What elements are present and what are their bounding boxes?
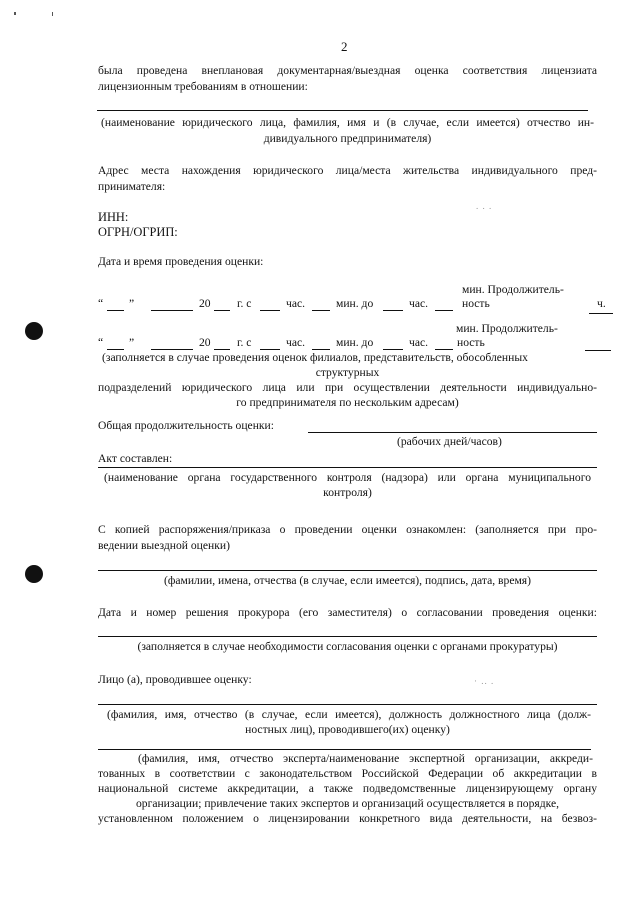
names-caption: (фамилии, имена, отчества (в случае, если имеется), подпись, дата, время) [163,574,531,587]
hours-label: час. [286,297,306,310]
punch-hole-bottom [25,565,43,583]
duration-label-top-2: мин. Продолжитель- [456,322,558,335]
expert-caption-line-5: установленном положением о лицензировании конкретного вида деятельности, на безвоз- [98,812,597,825]
official-caption-line-2: ностных лиц), проводившего(их) оценку) [245,723,450,736]
minute-to-blank-2 [435,349,453,350]
scan-speck [52,12,53,16]
duration-blank [589,313,613,314]
address-line-1: Адрес места нахождения юридического лица/места жительства индивидуального пред- [98,164,597,177]
punch-hole-top [25,322,43,340]
act-caption-line-1: (наименование органа государственного контроля (надзора) или органа муниципального [104,471,591,484]
year-blank-2 [214,349,230,350]
intro-line-2: лицензионным требованиям в отношении: [98,80,308,93]
hours-unit: ч. [597,297,606,310]
expert-caption-line-2: тованных в соответствии с законодательством Российской Федерации об аккредитации в [98,767,597,780]
hour-to-blank-2 [383,349,403,350]
expert-underline [98,749,591,750]
persons-underline [98,704,597,705]
quote-close-2: ” [129,336,135,349]
duration-blank-2 [585,350,611,351]
minute-from-blank [312,310,330,311]
year-label: 20 [199,297,211,310]
day-blank [107,310,124,311]
duration-label-bottom-2: ность [457,336,485,349]
year-suffix-2: г. с [237,336,252,349]
month-blank [151,310,193,311]
expert-caption-line-4: организации; привлечение таких экспертов и организаций осуществляется в порядке, [135,797,560,810]
total-duration-label: Общая продолжительность оценки: [98,419,274,432]
working-days-caption: (рабочих дней/часов) [397,435,502,448]
prosecutor-underline [98,636,597,637]
minute-to-blank [435,310,453,311]
copy-order-line-1: С копией распоряжения/приказа о проведении оценки ознакомлен: (заполняется при про- [98,523,597,536]
expert-caption-line-1: (фамилия, имя, отчество эксперта/наименование экспертной организации, аккреди- [138,752,593,765]
scan-speck [14,12,16,15]
intro-line-1: была проведена внеплановая документарная/выездная оценка соответствия лицензиата [98,64,597,77]
duration-label-bottom: ность [462,297,490,310]
persons-label: Лицо (а), проводившее оценку: [98,673,252,686]
address-line-2: принимателя: [98,180,166,193]
branch-note-line-4: го предпринимателя по нескольким адресам) [236,396,459,409]
copy-order-underline [98,570,597,571]
hour-to-blank [383,310,403,311]
hours-label-4: час. [409,336,429,349]
quote-close: ” [129,297,135,310]
copy-order-line-2: ведении выездной оценки) [98,539,230,552]
month-blank-2 [151,349,193,350]
minutes-to-label: мин. до [336,297,374,310]
hours-label-2: час. [409,297,429,310]
prosecutor-caption: (заполняется в случае необходимости согласования оценки с органами прокуратуры) [137,640,558,653]
hours-label-3: час. [286,336,306,349]
ogrn-label: ОГРН/ОГРИП: [98,225,178,239]
scan-dots: · .. . [474,676,495,686]
hour-from-blank-2 [260,349,280,350]
quote-open-2: “ [98,336,104,349]
minute-from-blank-2 [312,349,330,350]
inn-label: ИНН: [98,210,129,224]
act-caption-line-2: контроля) [323,486,372,499]
licensee-caption-line-2: дивидуального предпринимателя) [263,132,432,145]
year-suffix: г. с [237,297,252,310]
year-label-2: 20 [199,336,211,349]
licensee-caption-line-1: (наименование юридического лица, фамилия, имя и (в случае, если имеется) отчество ин- [101,116,594,129]
day-blank-2 [107,349,124,350]
total-duration-blank [308,432,597,433]
act-underline [98,467,597,468]
datetime-label: Дата и время проведения оценки: [98,255,264,268]
quote-open: “ [98,297,104,310]
branch-note-line-2: структурных [315,366,380,379]
official-caption-line-1: (фамилия, имя, отчество (в случае, если имеется), должность должностного лица (долж- [107,708,591,721]
scan-dots: . . . [476,201,493,211]
page-number: 2 [341,39,348,54]
act-label: Акт составлен: [98,452,173,465]
licensee-underline [97,110,588,111]
minutes-to-label-2: мин. до [336,336,374,349]
hour-from-blank [260,310,280,311]
expert-caption-line-3: национальной системе аккредитации, а также подведомственные лицензирующему органу [98,782,597,795]
duration-label-top: мин. Продолжитель- [462,283,564,296]
prosecutor-label: Дата и номер решения прокурора (его заместителя) о согласовании проведения оценки: [98,606,597,619]
branch-note-line-1: (заполняется в случае проведения оценок филиалов, представительств, обособленных [102,351,528,364]
branch-note-line-3: подразделений юридического лица или при осуществлении деятельности индивидуально- [98,381,597,394]
year-blank [214,310,230,311]
